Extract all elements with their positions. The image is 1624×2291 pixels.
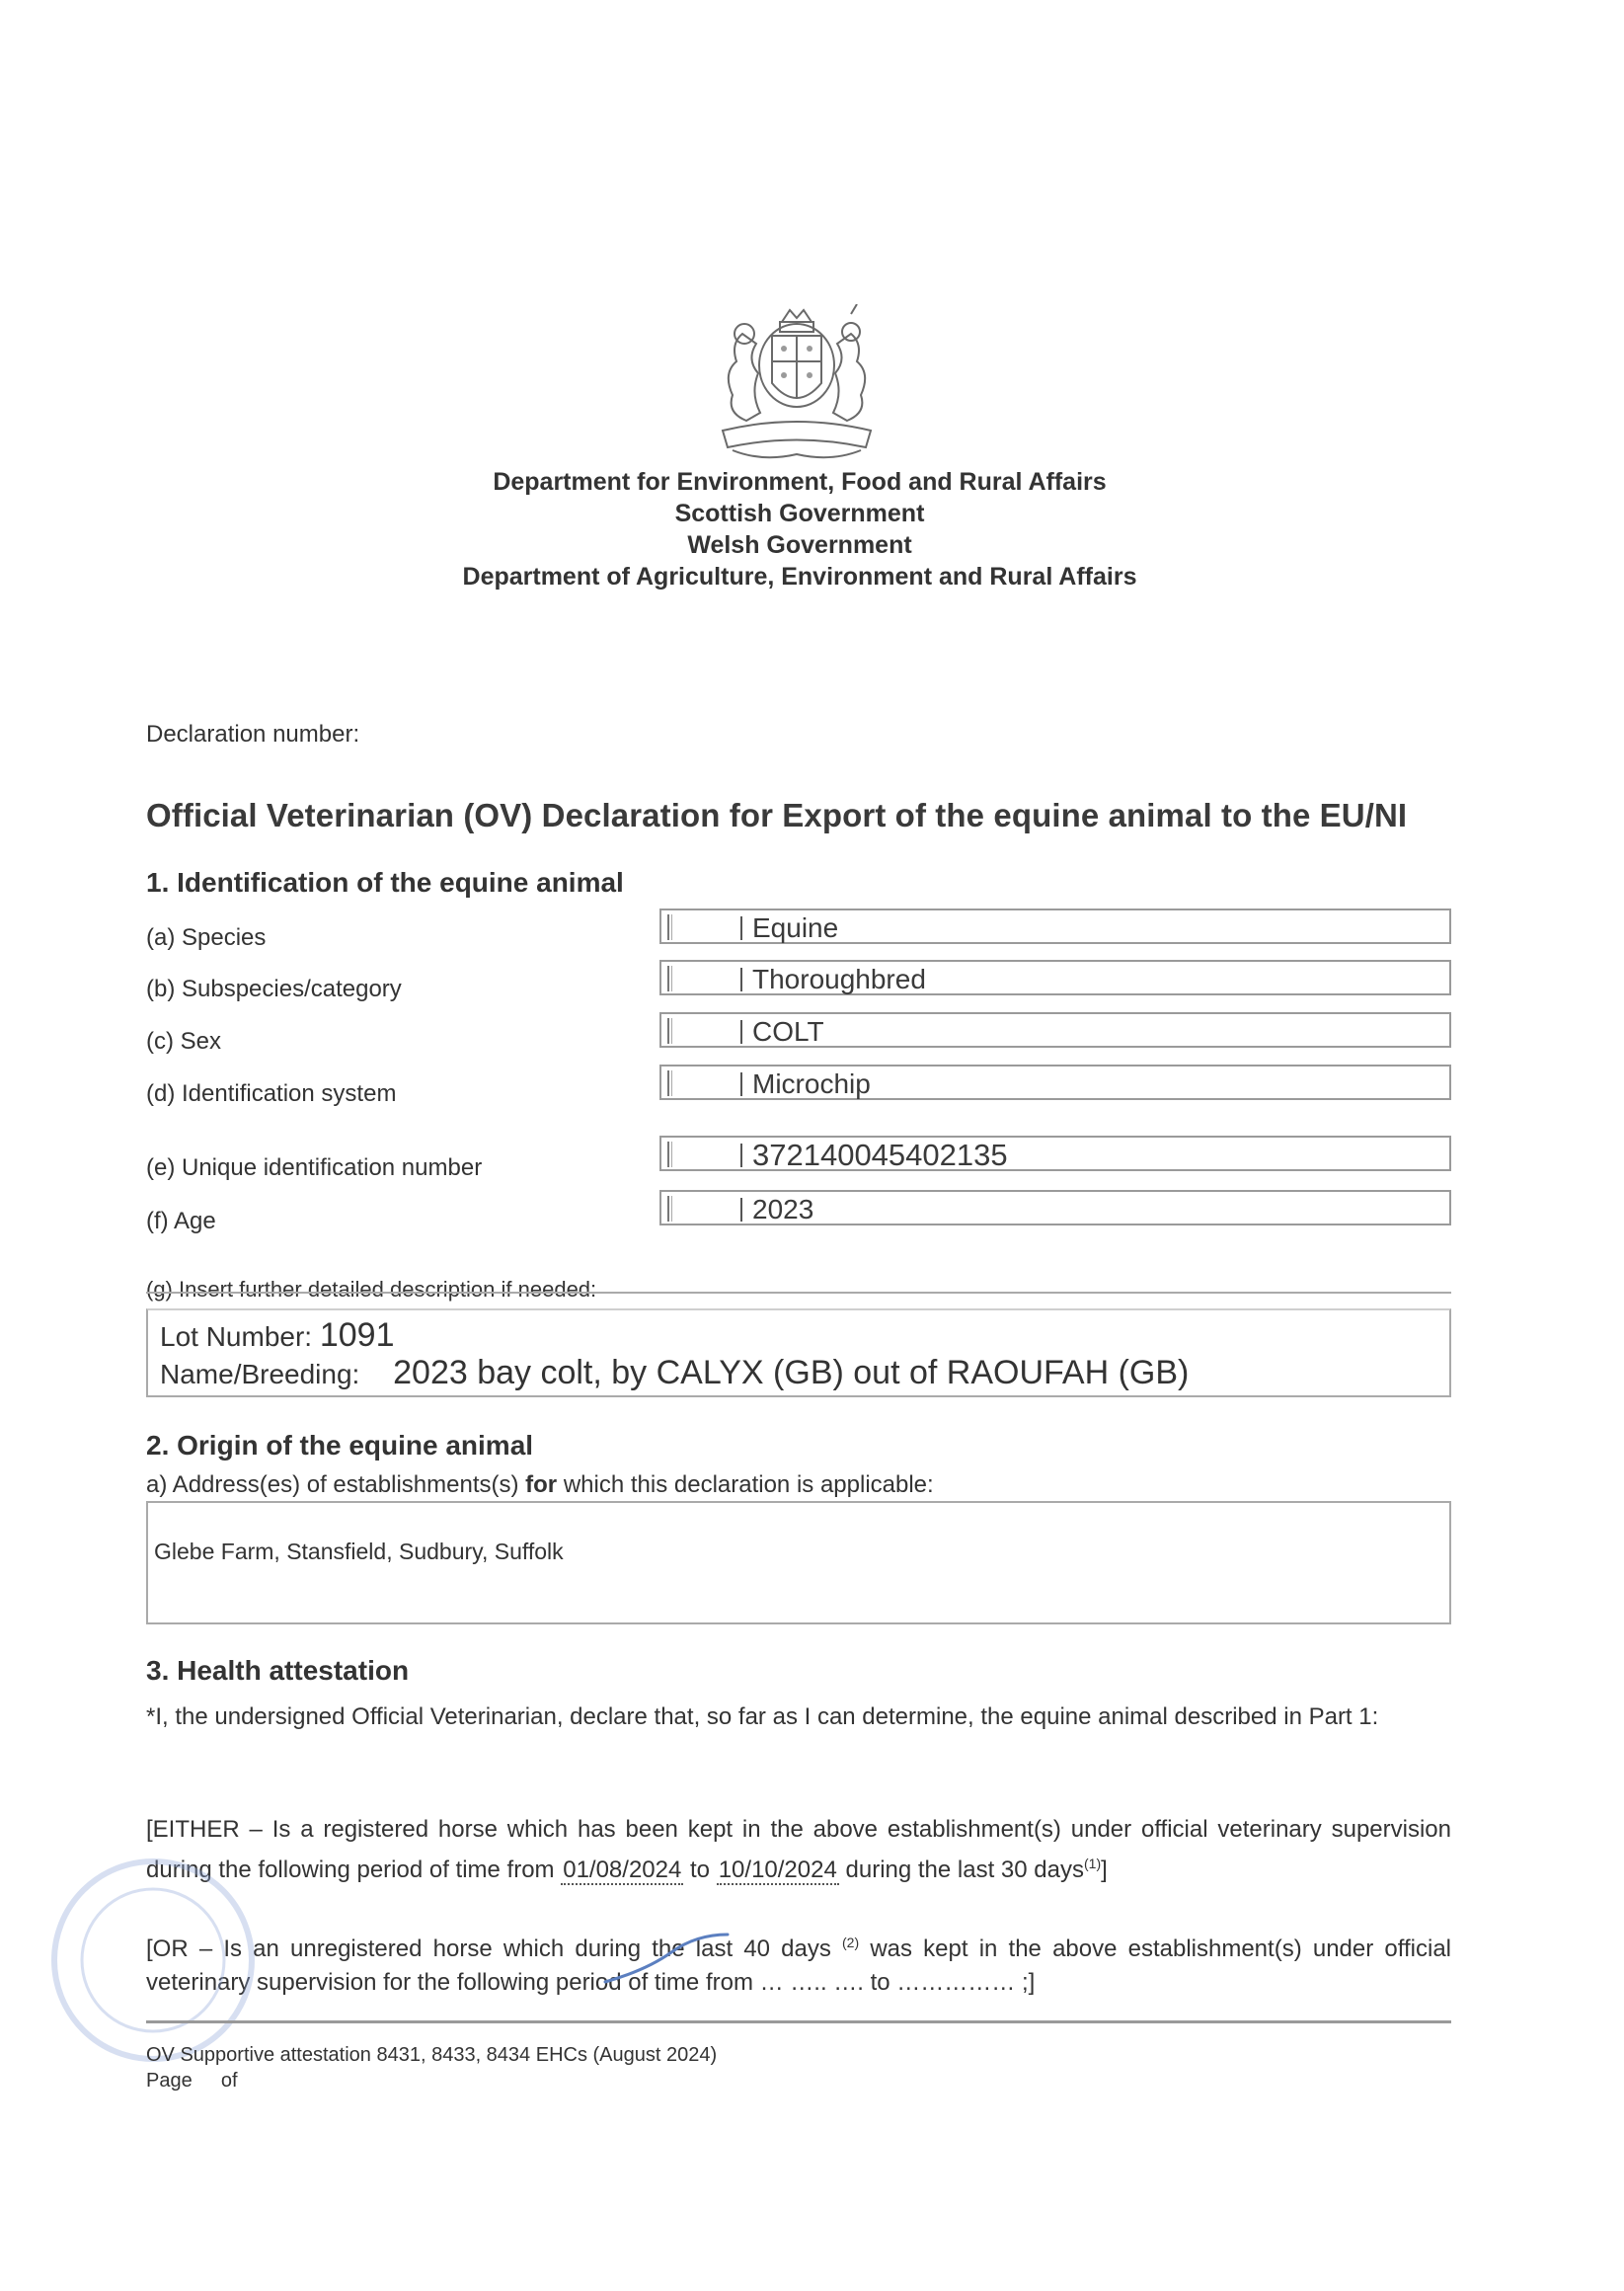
of-label: of <box>220 2070 238 2092</box>
to-word: to <box>690 1856 711 1883</box>
department-header <box>296 466 1303 592</box>
department-name: Department for Environment, Food and Rural Affairs <box>493 468 1107 496</box>
sex-label: (c) Sex <box>146 1028 222 1055</box>
subspecies-field[interactable] <box>659 960 1451 995</box>
section-3-heading: 3. Health attestation <box>146 1655 410 1686</box>
either-bracket: ] <box>1101 1856 1108 1883</box>
unique-id-value: 372140045402135 <box>752 1138 1008 1172</box>
name-breeding-line <box>160 1354 1189 1392</box>
section-2-heading: 2. Origin of the equine animal <box>146 1430 534 1461</box>
lot-number-line <box>160 1316 395 1355</box>
age-field[interactable] <box>659 1190 1451 1225</box>
date-from-value[interactable]: 01/08/2024 <box>563 1856 682 1883</box>
or-clause <box>146 1926 1451 2000</box>
address-field[interactable] <box>146 1501 1451 1624</box>
document-title: Official Veterinarian (OV) Declaration for Export of the equine animal to the EU/NI <box>146 797 1408 833</box>
identification-system-label: (d) Identification system <box>146 1080 397 1107</box>
subspecies-label: (b) Subspecies/category <box>146 976 402 1002</box>
address-label-suffix: which this declaration is applicable: <box>563 1471 934 1498</box>
department-name: Scottish Government <box>674 500 925 527</box>
either-text-end: during the last 30 days <box>845 1856 1084 1883</box>
species-field[interactable] <box>659 908 1451 944</box>
age-value: 2023 <box>752 1194 814 1224</box>
address-label <box>146 1471 934 1499</box>
or-text: [OR – Is an unregistered horse which during the last 40 days <box>146 1936 831 1962</box>
footnote-ref: (1) <box>1084 1856 1102 1871</box>
unique-id-field[interactable] <box>659 1136 1451 1171</box>
royal-coat-of-arms-icon <box>703 304 890 472</box>
address-label-bold: for <box>525 1471 558 1498</box>
identification-system-value: Microchip <box>752 1068 871 1099</box>
department-name: Welsh Government <box>687 531 912 559</box>
or-text-end: was kept in the above establishment(s) under official veterinary supervision for the following period of time from … ….. …. to …………… ;] <box>146 1936 1451 1996</box>
age-label: (f) Age <box>146 1208 216 1234</box>
either-text: [EITHER – Is a registered horse which has been kept in the above establishment(s) under official veterinary supervision during the following period of time from <box>146 1816 1451 1883</box>
section-1-heading: 1. Identification of the equine animal <box>146 867 624 898</box>
department-name: Department of Agriculture, Environment and Rural Affairs <box>462 563 1137 591</box>
either-clause <box>146 1813 1451 1887</box>
footer <box>146 2042 717 2094</box>
name-breeding-value: 2023 bay colt, by CALYX (GB) out of RAOUFAH (GB) <box>393 1354 1190 1391</box>
identification-system-field[interactable] <box>659 1065 1451 1100</box>
footer-attestation: OV Supportive attestation 8431, 8433, 8434 EHCs (August 2024) <box>146 2044 718 2066</box>
sex-field[interactable] <box>659 1012 1451 1048</box>
unique-id-label: (e) Unique identification number <box>146 1154 483 1181</box>
pen-strike-icon <box>597 1931 735 1990</box>
further-description-field[interactable] <box>146 1308 1451 1397</box>
lot-number-value: 1091 <box>319 1316 395 1354</box>
date-to-value[interactable]: 10/10/2024 <box>718 1856 837 1883</box>
footnote-ref: (2) <box>842 1935 860 1950</box>
divider <box>146 1292 1451 1294</box>
address-label-prefix: a) Address(es) of establishments(s) <box>146 1471 519 1498</box>
health-attestation-intro: *I, the undersigned Official Veterinarian, declare that, so far as I can determine, the equine animal described in Part 1: <box>146 1703 1379 1730</box>
subspecies-value: Thoroughbred <box>752 964 926 994</box>
page-label: Page <box>146 2070 193 2092</box>
species-value: Equine <box>752 912 839 943</box>
further-description-label: (g) Insert further detailed description if needed: <box>146 1277 597 1302</box>
sex-value: COLT <box>752 1016 824 1047</box>
declaration-number-label: Declaration number: <box>146 721 360 748</box>
name-breeding-label: Name/Breeding: <box>160 1359 360 1389</box>
official-stamp-icon <box>39 1847 267 2074</box>
address-value: Glebe Farm, Stansfield, Sudbury, Suffolk <box>154 1539 564 1564</box>
lot-number-label: Lot Number: <box>160 1321 313 1352</box>
species-label: (a) Species <box>146 924 267 951</box>
footer-divider <box>146 2020 1451 2023</box>
page-number <box>146 2068 717 2094</box>
